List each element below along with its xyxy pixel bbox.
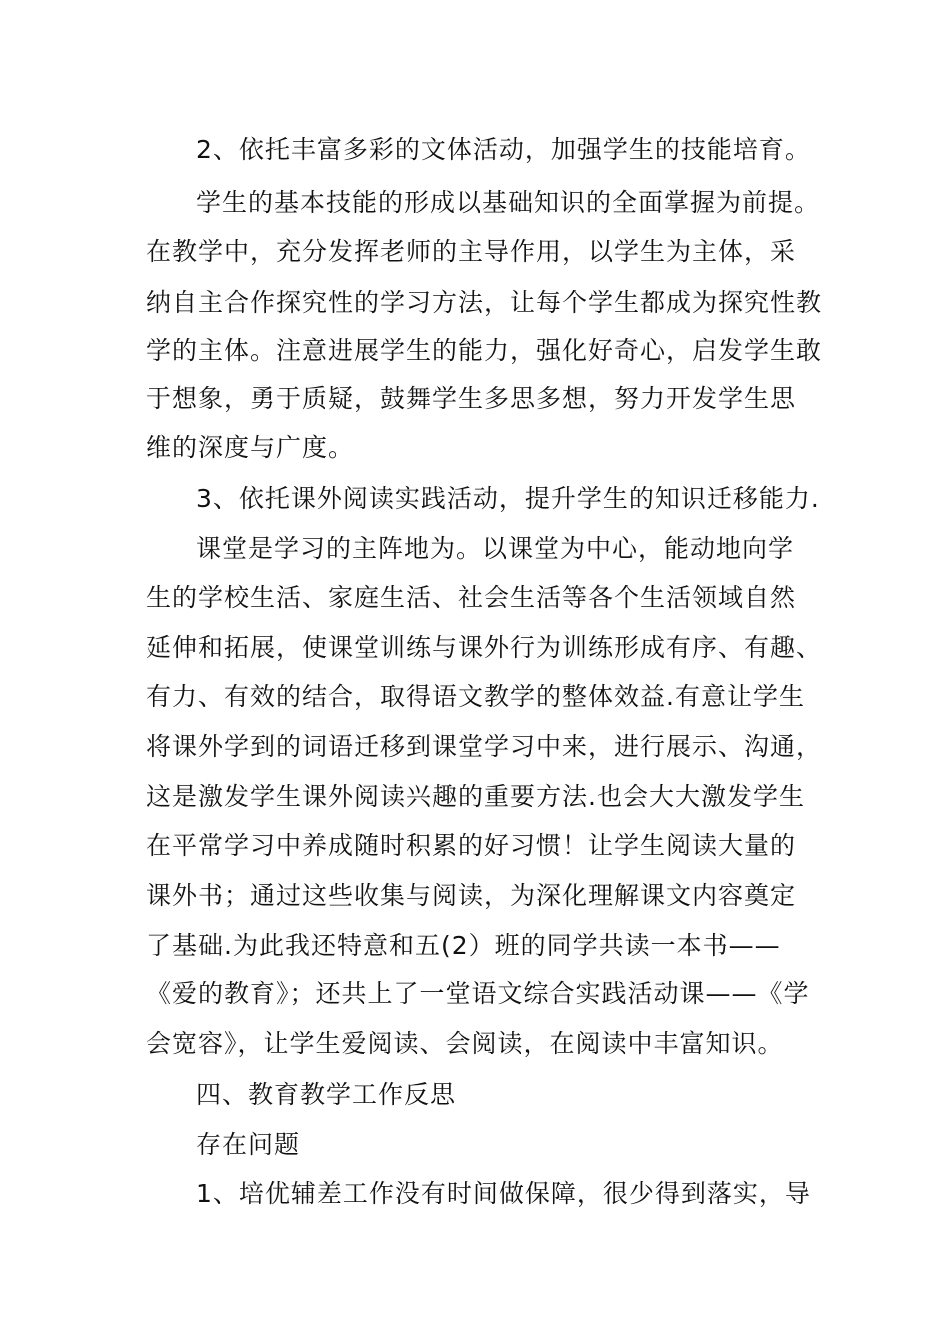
paragraph-2-line-3: 延伸和拓展，使课堂训练与课外行为训练形成有序、有趣、 bbox=[146, 633, 823, 662]
paragraph-1-line-1: 学生的基本技能的形成以基础知识的全面掌握为前提。 bbox=[196, 188, 821, 217]
paragraph-1-line-6: 维的深度与广度。 bbox=[146, 433, 355, 462]
paragraph-1-line-3: 纳自主合作探究性的学习方法，让每个学生都成为探究性教 bbox=[146, 288, 823, 317]
paragraph-2-line-11: 会宽容》，让学生爱阅读、会阅读，在阅读中丰富知识。 bbox=[146, 1029, 784, 1058]
section-heading-4: 四、教育教学工作反思 bbox=[196, 1080, 457, 1109]
section-heading-3: 3、依托课外阅读实践活动，提升学生的知识迁移能力. bbox=[196, 484, 820, 513]
problem-item-1: 1、培优辅差工作没有时间做保障，很少得到落实，导 bbox=[196, 1179, 811, 1208]
section-heading-2: 2、依托丰富多彩的文体活动，加强学生的技能培育。 bbox=[196, 135, 811, 164]
paragraph-2-line-5: 将课外学到的词语迁移到课堂学习中来，进行展示、沟通， bbox=[146, 732, 823, 761]
subsection-heading-problems: 存在问题 bbox=[196, 1130, 301, 1159]
paragraph-1-line-2: 在教学中，充分发挥老师的主导作用，以学生为主体，采 bbox=[146, 237, 797, 266]
paragraph-2-line-10: 《爱的教育》；还共上了一堂语文综合实践活动课——《学 bbox=[146, 979, 810, 1008]
paragraph-2-line-7: 在平常学习中养成随时积累的好习惯！让学生阅读大量的 bbox=[146, 831, 797, 860]
paragraph-2-line-1: 课堂是学习的主阵地为。以课堂为中心，能动地向学 bbox=[196, 534, 795, 563]
paragraph-2-line-9: 了基础.为此我还特意和五(2）班的同学共读一本书—— bbox=[146, 931, 781, 960]
paragraph-2-line-8: 课外书；通过这些收集与阅读，为深化理解课文内容奠定 bbox=[146, 881, 797, 910]
paragraph-1-line-4: 学的主体。注意进展学生的能力，强化好奇心，启发学生敢 bbox=[146, 336, 823, 365]
paragraph-2-line-6: 这是激发学生课外阅读兴趣的重要方法.也会大大激发学生 bbox=[146, 782, 805, 811]
paragraph-2-line-4: 有力、有效的结合，取得语文教学的整体效益.有意让学生 bbox=[146, 682, 805, 711]
paragraph-1-line-5: 于想象，勇于质疑，鼓舞学生多思多想，努力开发学生思 bbox=[146, 384, 797, 413]
paragraph-2-line-2: 生的学校生活、家庭生活、社会生活等各个生活领域自然 bbox=[146, 583, 797, 612]
